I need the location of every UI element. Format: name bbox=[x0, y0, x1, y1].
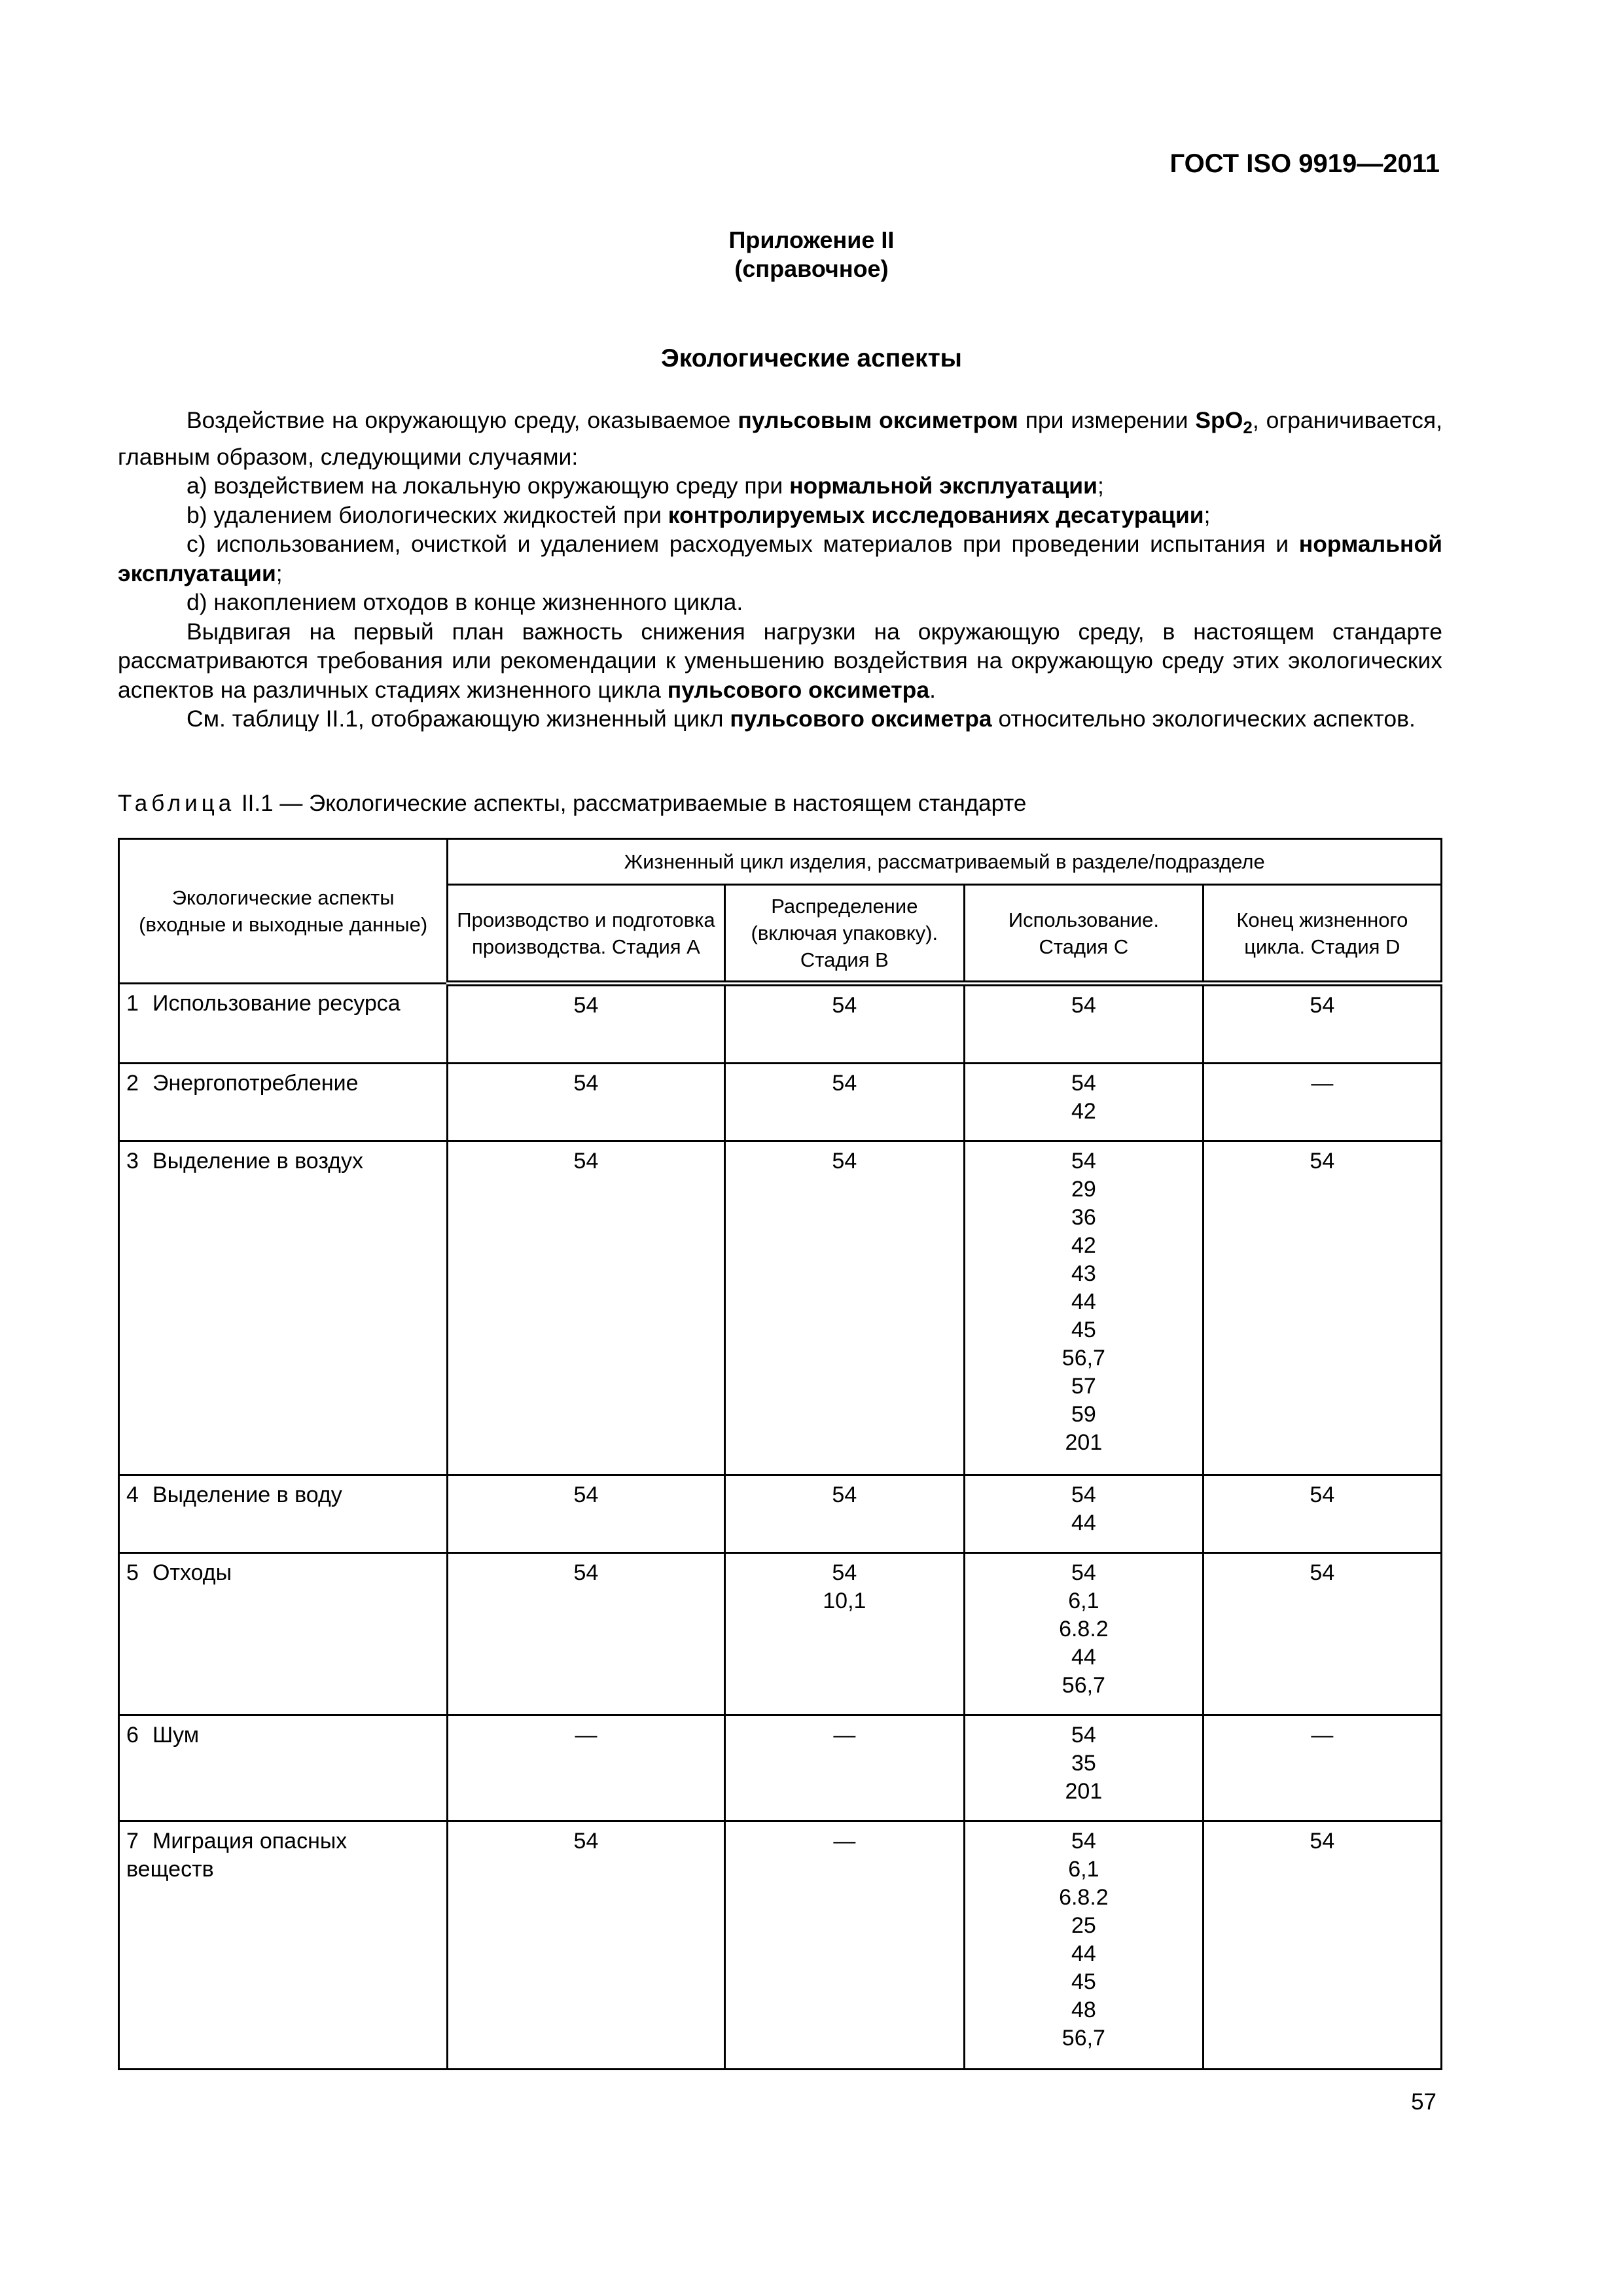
stage-cell bbox=[724, 1141, 965, 1475]
text-run: , ограничивается, главным образом, следующими случаями: bbox=[118, 407, 1442, 470]
row-number: 2 bbox=[126, 1071, 139, 1096]
aspect-name: Шум bbox=[152, 1723, 200, 1748]
section-ref: 35 bbox=[1071, 1751, 1096, 1776]
table-row bbox=[119, 1475, 1442, 1553]
text-run: относительно экологических аспектов. bbox=[991, 706, 1416, 732]
section-ref: 201 bbox=[1065, 1430, 1103, 1455]
section-ref: 54 bbox=[573, 993, 599, 1018]
aspect-name: Выделение в воздух bbox=[152, 1149, 364, 1174]
section-ref: 54 bbox=[1071, 1829, 1096, 1854]
aspect-cell bbox=[119, 1064, 448, 1141]
aspect-name: Энергопотребление bbox=[152, 1071, 359, 1096]
paragraph bbox=[118, 617, 1442, 705]
col-header-aspects: Экологические аспекты (входные и выходные данные) bbox=[119, 839, 448, 984]
text-run: c) использованием, очисткой и удалением расходуемых материалов при проведении испытания и bbox=[187, 531, 1299, 558]
section-ref: 6.8.2 bbox=[1059, 1885, 1109, 1910]
text-run: . bbox=[929, 676, 936, 703]
text-run: a) воздействием на локальную окружающую среду при bbox=[187, 473, 790, 499]
paragraph bbox=[118, 529, 1442, 588]
stage-cell bbox=[724, 1064, 965, 1141]
table-row bbox=[119, 1715, 1442, 1821]
stage-cell bbox=[724, 984, 965, 1064]
text-run: ; bbox=[276, 560, 283, 586]
section-ref: 10,1 bbox=[823, 1588, 866, 1613]
stage-cell bbox=[724, 1715, 965, 1821]
table-row bbox=[119, 1553, 1442, 1715]
section-ref: 45 bbox=[1071, 1969, 1096, 1994]
stage-cell bbox=[965, 1821, 1204, 2070]
annex-title: Приложение II bbox=[728, 226, 895, 253]
stage-cell bbox=[448, 1064, 724, 1141]
section-ref: 54 bbox=[1071, 1482, 1096, 1507]
document-header: ГОСТ ISO 9919—2011 bbox=[1169, 149, 1440, 178]
section-ref: 44 bbox=[1071, 1645, 1096, 1670]
section-ref: 54 bbox=[1310, 1560, 1335, 1585]
section-ref: 42 bbox=[1071, 1099, 1096, 1124]
section-ref: 44 bbox=[1071, 1289, 1096, 1314]
section-ref: 57 bbox=[1071, 1374, 1096, 1399]
row-number: 1 bbox=[126, 991, 139, 1016]
bold-term: пульсового оксиметра bbox=[730, 706, 992, 732]
section-ref: 44 bbox=[1071, 1941, 1096, 1966]
bold-term: нормальной эксплуатации bbox=[118, 531, 1442, 586]
section-ref: 36 bbox=[1071, 1205, 1096, 1230]
row-number: 6 bbox=[126, 1723, 139, 1748]
stage-cell bbox=[448, 1475, 724, 1553]
aspect-cell bbox=[119, 1715, 448, 1821]
group-header: Жизненный цикл изделия, рассматриваемый в разделе/подразделе bbox=[448, 839, 1442, 885]
aspect-name: Отходы bbox=[152, 1560, 232, 1585]
section-ref: 54 bbox=[1310, 1149, 1335, 1174]
bold-term: пульсового оксиметра bbox=[667, 676, 930, 703]
stage-cell bbox=[448, 1553, 724, 1715]
row-number: 7 bbox=[126, 1829, 139, 1854]
section-ref: 54 bbox=[832, 993, 857, 1018]
section-ref: — bbox=[575, 1723, 597, 1748]
paragraph bbox=[118, 471, 1442, 501]
stage-d-header: Конец жизненного цикла. Стадия D bbox=[1203, 885, 1441, 984]
page-number: 57 bbox=[1411, 2089, 1436, 2115]
section-ref: — bbox=[833, 1829, 856, 1854]
section-ref: — bbox=[833, 1723, 856, 1748]
section-ref: 54 bbox=[1310, 993, 1335, 1018]
row-number: 4 bbox=[126, 1482, 139, 1507]
section-ref: 54 bbox=[1071, 1071, 1096, 1096]
stage-cell bbox=[1203, 1475, 1441, 1553]
stage-cell bbox=[965, 1715, 1204, 1821]
aspect-cell bbox=[119, 1141, 448, 1475]
table-caption-text: II.1 — Экологические аспекты, рассматриваемые в настоящем стандарте bbox=[235, 791, 1027, 816]
aspect-name: Миграция опасных веществ bbox=[126, 1829, 348, 1882]
table-caption-label: Таблица bbox=[118, 791, 236, 816]
section-ref: 54 bbox=[573, 1482, 599, 1507]
aspect-name: Выделение в воду bbox=[152, 1482, 342, 1507]
section-ref: 45 bbox=[1071, 1318, 1096, 1342]
stage-cell bbox=[724, 1821, 965, 2070]
stage-cell bbox=[448, 1821, 724, 2070]
stage-cell bbox=[448, 984, 724, 1064]
stage-cell bbox=[448, 1141, 724, 1475]
section-ref: 54 bbox=[1071, 993, 1096, 1018]
section-ref: 54 bbox=[573, 1071, 599, 1096]
section-ref: 43 bbox=[1071, 1261, 1096, 1286]
section-ref: 54 bbox=[832, 1071, 857, 1096]
aspect-cell bbox=[119, 1821, 448, 2070]
section-ref: 54 bbox=[832, 1482, 857, 1507]
table-row bbox=[119, 984, 1442, 1064]
row-number: 3 bbox=[126, 1149, 139, 1174]
section-ref: 48 bbox=[1071, 1998, 1096, 2022]
stage-cell bbox=[448, 1715, 724, 1821]
section-ref: 6.8.2 bbox=[1059, 1617, 1109, 1641]
stage-cell bbox=[1203, 1821, 1441, 2070]
paragraph bbox=[118, 501, 1442, 530]
text-run: ; bbox=[1097, 473, 1104, 499]
stage-cell bbox=[724, 1475, 965, 1553]
stage-cell bbox=[1203, 984, 1441, 1064]
body-text bbox=[118, 406, 1442, 734]
stage-cell bbox=[965, 984, 1204, 1064]
stage-cell bbox=[1203, 1715, 1441, 1821]
section-ref: 54 bbox=[1071, 1149, 1096, 1174]
section-ref: 54 bbox=[832, 1560, 857, 1585]
stage-cell bbox=[965, 1553, 1204, 1715]
section-ref: 42 bbox=[1071, 1233, 1096, 1258]
section-ref: 54 bbox=[1071, 1560, 1096, 1585]
stage-cell bbox=[965, 1141, 1204, 1475]
aspect-name: Использование ресурса bbox=[152, 991, 401, 1016]
eco-aspects-table bbox=[118, 838, 1442, 2070]
aspect-cell bbox=[119, 984, 448, 1064]
stage-cell bbox=[724, 1553, 965, 1715]
section-ref: — bbox=[1311, 1071, 1334, 1096]
bold-term: пульсовым оксиметром bbox=[738, 407, 1018, 433]
section-ref: 44 bbox=[1071, 1511, 1096, 1535]
text-run: Выдвигая на первый план важность снижения нагрузки на окружающую среду, в настоящем стандарте рассматриваются требования или рекомендации к уменьшению воздействия на окружающую среду этих экологических аспектов на различных стадиях жизненного цикла bbox=[118, 618, 1442, 703]
text-run: при измерении bbox=[1018, 407, 1196, 433]
table-row bbox=[119, 1064, 1442, 1141]
section-ref: 6,1 bbox=[1068, 1588, 1099, 1613]
section-ref: 201 bbox=[1065, 1779, 1103, 1804]
stage-b-header: Распределение (включая упаковку). Стадия B bbox=[724, 885, 965, 984]
stage-c-header: Использование. Стадия C bbox=[965, 885, 1204, 984]
section-ref: — bbox=[1311, 1723, 1334, 1748]
stage-a-header: Производство и подготовка производства. Стадия A bbox=[448, 885, 724, 984]
section-ref: 54 bbox=[832, 1149, 857, 1174]
aspect-cell bbox=[119, 1553, 448, 1715]
section-ref: 54 bbox=[1071, 1723, 1096, 1748]
table-row bbox=[119, 1141, 1442, 1475]
text-run: ; bbox=[1204, 501, 1211, 528]
text-run: b) удалением биологических жидкостей при bbox=[187, 501, 668, 528]
stage-cell bbox=[965, 1475, 1204, 1553]
text-run: 2 bbox=[1243, 418, 1253, 438]
paragraph bbox=[118, 406, 1442, 471]
section-ref: 54 bbox=[1310, 1829, 1335, 1854]
section-title: Экологические аспекты bbox=[661, 344, 962, 372]
stage-cell bbox=[1203, 1141, 1441, 1475]
stage-cell bbox=[1203, 1064, 1441, 1141]
text-run: d) накоплением отходов в конце жизненного цикла. bbox=[187, 589, 743, 616]
table-row bbox=[119, 1821, 1442, 2070]
section-ref: 54 bbox=[1310, 1482, 1335, 1507]
table-caption bbox=[118, 791, 1026, 817]
row-number: 5 bbox=[126, 1560, 139, 1585]
section-ref: 56,7 bbox=[1061, 1346, 1105, 1371]
section-ref: 59 bbox=[1071, 1402, 1096, 1427]
text-run: См. таблицу II.1, отображающую жизненный цикл bbox=[187, 706, 730, 732]
section-ref: 56,7 bbox=[1061, 1673, 1105, 1698]
stage-cell bbox=[965, 1064, 1204, 1141]
annex-type: (справочное) bbox=[734, 255, 889, 282]
bold-term: SpO bbox=[1195, 407, 1243, 433]
section-ref: 29 bbox=[1071, 1177, 1096, 1202]
section-ref: 54 bbox=[573, 1829, 599, 1854]
paragraph bbox=[118, 704, 1442, 734]
text-run: Воздействие на окружающую среду, оказываемое bbox=[187, 407, 738, 433]
section-ref: 54 bbox=[573, 1149, 599, 1174]
bold-term: нормальной эксплуатации bbox=[789, 473, 1097, 499]
stage-cell bbox=[1203, 1553, 1441, 1715]
section-ref: 56,7 bbox=[1061, 2026, 1105, 2051]
section-ref: 54 bbox=[573, 1560, 599, 1585]
bold-term: контролируемых исследованиях десатурации bbox=[668, 501, 1204, 528]
section-ref: 25 bbox=[1071, 1913, 1096, 1938]
section-ref: 6,1 bbox=[1068, 1857, 1099, 1882]
paragraph bbox=[118, 588, 1442, 617]
annex-heading bbox=[0, 226, 1623, 283]
aspect-cell bbox=[119, 1475, 448, 1553]
